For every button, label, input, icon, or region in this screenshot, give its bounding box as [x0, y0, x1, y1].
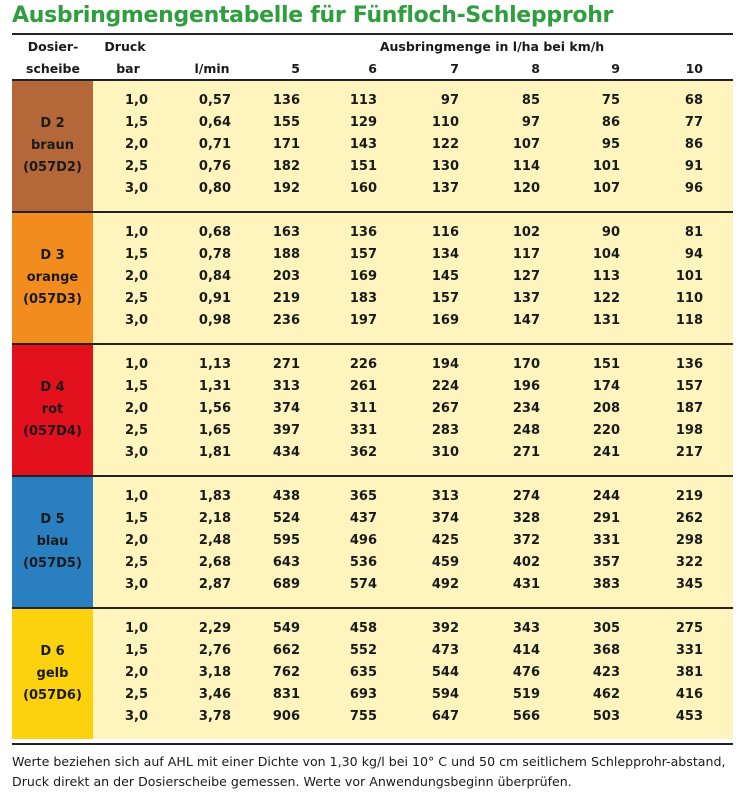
table-row — [93, 420, 733, 442]
amount-cell: 594 — [431, 687, 459, 702]
amount-cell: 197 — [349, 313, 377, 328]
table-row — [93, 244, 733, 266]
amount-cell: 220 — [592, 423, 620, 438]
disc-label-cell — [12, 477, 93, 607]
header-speed: 7 — [450, 61, 459, 76]
pressure-cell: 1,0 — [124, 489, 148, 504]
amount-cell: 381 — [675, 665, 703, 680]
header-speed: 5 — [291, 61, 300, 76]
table-row — [93, 662, 733, 684]
amount-cell: 155 — [272, 115, 300, 130]
amount-cell: 96 — [684, 181, 703, 196]
disc-color-name: rot — [41, 402, 64, 417]
amount-cell: 453 — [675, 709, 703, 724]
amount-cell: 595 — [272, 533, 300, 548]
table-row — [93, 112, 733, 134]
amount-cell: 160 — [349, 181, 377, 196]
amount-cell: 492 — [431, 577, 459, 592]
amount-cell: 188 — [272, 247, 300, 262]
amount-cell: 368 — [592, 643, 620, 658]
amount-cell: 476 — [512, 665, 540, 680]
amount-cell: 127 — [512, 269, 540, 284]
table-row — [93, 354, 733, 376]
amount-cell: 643 — [272, 555, 300, 570]
amount-cell: 174 — [592, 379, 620, 394]
amount-cell: 137 — [431, 181, 459, 196]
pressure-cell: 3,0 — [124, 445, 148, 460]
amount-cell: 755 — [349, 709, 377, 724]
table-row — [93, 486, 733, 508]
amount-cell: 473 — [431, 643, 459, 658]
amount-cell: 171 — [272, 137, 300, 152]
amount-cell: 131 — [592, 313, 620, 328]
amount-cell: 196 — [512, 379, 540, 394]
amount-cell: 374 — [272, 401, 300, 416]
disc-group — [12, 213, 733, 343]
amount-cell: 77 — [684, 115, 703, 130]
amount-cell: 416 — [675, 687, 703, 702]
amount-cell: 151 — [349, 159, 377, 174]
disc-code: (057D5) — [23, 556, 82, 571]
flow-cell: 1,13 — [198, 357, 231, 372]
amount-cell: 331 — [675, 643, 703, 658]
amount-cell: 566 — [512, 709, 540, 724]
amount-cell: 169 — [431, 313, 459, 328]
amount-cell: 536 — [349, 555, 377, 570]
amount-cell: 438 — [272, 489, 300, 504]
pressure-cell: 2,5 — [124, 687, 148, 702]
amount-cell: 271 — [272, 357, 300, 372]
amount-cell: 328 — [512, 511, 540, 526]
amount-cell: 313 — [431, 489, 459, 504]
table-row — [93, 618, 733, 640]
disc-group — [12, 477, 733, 607]
amount-cell: 157 — [431, 291, 459, 306]
page-title: Ausbringmengentabelle für Fünfloch-Schlepprohr — [12, 3, 614, 28]
header-speed: 8 — [531, 61, 540, 76]
pressure-cell: 1,0 — [124, 225, 148, 240]
table-row — [93, 574, 733, 596]
flow-cell: 3,46 — [198, 687, 231, 702]
disc-code: (057D4) — [23, 424, 82, 439]
amount-cell: 271 — [512, 445, 540, 460]
flow-cell: 0,76 — [198, 159, 231, 174]
amount-cell: 261 — [349, 379, 377, 394]
flow-cell: 1,56 — [198, 401, 231, 416]
flow-cell: 2,18 — [198, 511, 231, 526]
pressure-cell: 1,0 — [124, 93, 148, 108]
amount-cell: 310 — [431, 445, 459, 460]
table-row — [93, 508, 733, 530]
amount-cell: 291 — [592, 511, 620, 526]
flow-cell: 1,65 — [198, 423, 231, 438]
amount-cell: 496 — [349, 533, 377, 548]
amount-cell: 414 — [512, 643, 540, 658]
amount-cell: 95 — [601, 137, 620, 152]
table-row — [93, 640, 733, 662]
amount-cell: 90 — [601, 225, 620, 240]
amount-cell: 102 — [512, 225, 540, 240]
flow-cell: 2,68 — [198, 555, 231, 570]
table-row — [93, 310, 733, 332]
amount-cell: 75 — [601, 93, 620, 108]
amount-cell: 97 — [440, 93, 459, 108]
pressure-cell: 2,5 — [124, 291, 148, 306]
amount-cell: 831 — [272, 687, 300, 702]
disc-group — [12, 609, 733, 739]
amount-cell: 86 — [684, 137, 703, 152]
amount-cell: 163 — [272, 225, 300, 240]
amount-cell: 762 — [272, 665, 300, 680]
table-row — [93, 398, 733, 420]
application-rate-table — [12, 33, 733, 745]
amount-cell: 68 — [684, 93, 703, 108]
table-row — [93, 442, 733, 464]
table-row — [93, 376, 733, 398]
pressure-cell: 1,5 — [124, 643, 148, 658]
amount-cell: 107 — [592, 181, 620, 196]
amount-cell: 145 — [431, 269, 459, 284]
amount-cell: 224 — [431, 379, 459, 394]
amount-cell: 116 — [431, 225, 459, 240]
amount-cell: 331 — [592, 533, 620, 548]
amount-cell: 357 — [592, 555, 620, 570]
amount-cell: 236 — [272, 313, 300, 328]
table-row — [93, 222, 733, 244]
values-area — [93, 477, 733, 607]
disc-name: D 5 — [40, 512, 65, 527]
amount-cell: 434 — [272, 445, 300, 460]
amount-cell: 94 — [684, 247, 703, 262]
amount-cell: 524 — [272, 511, 300, 526]
amount-cell: 383 — [592, 577, 620, 592]
amount-cell: 208 — [592, 401, 620, 416]
amount-cell: 110 — [431, 115, 459, 130]
header-speed: 9 — [611, 61, 620, 76]
amount-cell: 365 — [349, 489, 377, 504]
amount-cell: 462 — [592, 687, 620, 702]
table-row — [93, 156, 733, 178]
flow-cell: 2,29 — [198, 621, 231, 636]
flow-cell: 0,71 — [198, 137, 231, 152]
amount-cell: 437 — [349, 511, 377, 526]
amount-cell: 170 — [512, 357, 540, 372]
table-row — [93, 178, 733, 200]
disc-label-cell — [12, 213, 93, 343]
amount-cell: 647 — [431, 709, 459, 724]
amount-cell: 187 — [675, 401, 703, 416]
pressure-cell: 2,0 — [124, 401, 148, 416]
amount-cell: 110 — [675, 291, 703, 306]
flow-cell: 2,48 — [198, 533, 231, 548]
amount-cell: 198 — [675, 423, 703, 438]
disc-color-name: braun — [31, 138, 74, 153]
amount-cell: 322 — [675, 555, 703, 570]
amount-cell: 81 — [684, 225, 703, 240]
disc-group — [12, 81, 733, 211]
pressure-cell: 2,0 — [124, 533, 148, 548]
table-row — [93, 90, 733, 112]
disc-group — [12, 345, 733, 475]
amount-cell: 86 — [601, 115, 620, 130]
amount-cell: 217 — [675, 445, 703, 460]
flow-cell: 0,64 — [198, 115, 231, 130]
header-pressure-line1: Druck — [104, 39, 146, 54]
amount-cell: 298 — [675, 533, 703, 548]
pressure-cell: 2,5 — [124, 423, 148, 438]
amount-cell: 136 — [349, 225, 377, 240]
amount-cell: 194 — [431, 357, 459, 372]
amount-cell: 147 — [512, 313, 540, 328]
amount-cell: 248 — [512, 423, 540, 438]
flow-cell: 1,81 — [198, 445, 231, 460]
disc-name: D 3 — [40, 248, 65, 263]
amount-cell: 137 — [512, 291, 540, 306]
pressure-cell: 1,5 — [124, 115, 148, 130]
disc-code: (057D2) — [23, 160, 82, 175]
pressure-cell: 2,5 — [124, 159, 148, 174]
amount-cell: 635 — [349, 665, 377, 680]
amount-cell: 552 — [349, 643, 377, 658]
pressure-cell: 3,0 — [124, 709, 148, 724]
amount-cell: 113 — [592, 269, 620, 284]
values-area — [93, 345, 733, 475]
amount-cell: 122 — [431, 137, 459, 152]
amount-cell: 331 — [349, 423, 377, 438]
amount-cell: 136 — [272, 93, 300, 108]
amount-cell: 151 — [592, 357, 620, 372]
pressure-cell: 1,5 — [124, 511, 148, 526]
amount-cell: 244 — [592, 489, 620, 504]
amount-cell: 143 — [349, 137, 377, 152]
amount-cell: 101 — [592, 159, 620, 174]
table-row — [93, 530, 733, 552]
amount-cell: 372 — [512, 533, 540, 548]
amount-cell: 134 — [431, 247, 459, 262]
amount-cell: 549 — [272, 621, 300, 636]
table-row — [93, 134, 733, 156]
amount-cell: 343 — [512, 621, 540, 636]
table-body — [12, 35, 733, 743]
amount-cell: 275 — [675, 621, 703, 636]
amount-cell: 169 — [349, 269, 377, 284]
amount-cell: 374 — [431, 511, 459, 526]
amount-cell: 431 — [512, 577, 540, 592]
amount-cell: 107 — [512, 137, 540, 152]
disc-name: D 6 — [40, 644, 65, 659]
amount-cell: 459 — [431, 555, 459, 570]
amount-cell: 101 — [675, 269, 703, 284]
amount-cell: 274 — [512, 489, 540, 504]
amount-cell: 503 — [592, 709, 620, 724]
amount-cell: 97 — [521, 115, 540, 130]
table-row — [93, 706, 733, 728]
amount-cell: 219 — [675, 489, 703, 504]
header-disc-line1: Dosier- — [27, 39, 79, 54]
pressure-cell: 2,5 — [124, 555, 148, 570]
flow-cell: 0,80 — [198, 181, 231, 196]
flow-cell: 3,78 — [198, 709, 231, 724]
amount-cell: 662 — [272, 643, 300, 658]
flow-cell: 0,98 — [198, 313, 231, 328]
values-area — [93, 81, 733, 211]
pressure-cell: 2,0 — [124, 137, 148, 152]
values-area — [93, 213, 733, 343]
amount-cell: 117 — [512, 247, 540, 262]
table-row — [93, 288, 733, 310]
flow-cell: 0,57 — [198, 93, 231, 108]
pressure-cell: 3,0 — [124, 313, 148, 328]
amount-cell: 345 — [675, 577, 703, 592]
table-row — [93, 684, 733, 706]
amount-cell: 104 — [592, 247, 620, 262]
disc-name: D 2 — [40, 116, 65, 131]
amount-cell: 392 — [431, 621, 459, 636]
footnote: Werte beziehen sich auf AHL mit einer Dichte von 1,30 kg/l bei 10° C und 50 cm seitlichem Schlepprohr-abstand, Druck direkt an der Dosierscheibe gemessen. Werte vor Anwendungsbeginn überprüfen. — [12, 754, 726, 789]
amount-cell: 122 — [592, 291, 620, 306]
pressure-cell: 1,0 — [124, 357, 148, 372]
flow-cell: 0,91 — [198, 291, 231, 306]
amount-cell: 130 — [431, 159, 459, 174]
amount-cell: 114 — [512, 159, 540, 174]
amount-cell: 906 — [272, 709, 300, 724]
amount-cell: 458 — [349, 621, 377, 636]
amount-cell: 402 — [512, 555, 540, 570]
table-row — [93, 266, 733, 288]
amount-cell: 689 — [272, 577, 300, 592]
amount-cell: 157 — [349, 247, 377, 262]
flow-cell: 1,31 — [198, 379, 231, 394]
amount-cell: 574 — [349, 577, 377, 592]
pressure-cell: 2,0 — [124, 665, 148, 680]
table-row — [93, 552, 733, 574]
amount-cell: 693 — [349, 687, 377, 702]
disc-color-name: gelb — [36, 666, 69, 681]
disc-name: D 4 — [40, 380, 65, 395]
amount-cell: 311 — [349, 401, 377, 416]
flow-cell: 3,18 — [198, 665, 231, 680]
header-flow-unit: l/min — [194, 61, 230, 76]
amount-cell: 120 — [512, 181, 540, 196]
amount-cell: 203 — [272, 269, 300, 284]
amount-cell: 397 — [272, 423, 300, 438]
flow-cell: 0,78 — [198, 247, 231, 262]
amount-cell: 519 — [512, 687, 540, 702]
disc-code: (057D3) — [23, 292, 82, 307]
disc-code: (057D6) — [23, 688, 82, 703]
header-pressure-unit: bar — [116, 61, 140, 76]
pressure-cell: 2,0 — [124, 269, 148, 284]
pressure-cell: 1,5 — [124, 379, 148, 394]
amount-cell: 241 — [592, 445, 620, 460]
disc-label-cell — [12, 609, 93, 739]
flow-cell: 0,68 — [198, 225, 231, 240]
pressure-cell: 3,0 — [124, 577, 148, 592]
amount-cell: 136 — [675, 357, 703, 372]
amount-cell: 85 — [521, 93, 540, 108]
flow-cell: 2,76 — [198, 643, 231, 658]
disc-color-name: orange — [26, 270, 79, 285]
values-area — [93, 609, 733, 739]
amount-cell: 113 — [349, 93, 377, 108]
header-speed: 6 — [368, 61, 377, 76]
pressure-cell: 3,0 — [124, 181, 148, 196]
amount-cell: 305 — [592, 621, 620, 636]
header-disc-line2: scheibe — [26, 61, 80, 76]
pressure-cell: 1,5 — [124, 247, 148, 262]
amount-cell: 425 — [431, 533, 459, 548]
amount-cell: 544 — [431, 665, 459, 680]
amount-cell: 129 — [349, 115, 377, 130]
amount-cell: 283 — [431, 423, 459, 438]
amount-cell: 313 — [272, 379, 300, 394]
amount-cell: 234 — [512, 401, 540, 416]
flow-cell: 1,83 — [198, 489, 231, 504]
amount-cell: 192 — [272, 181, 300, 196]
amount-cell: 118 — [675, 313, 703, 328]
header-speed: 10 — [685, 61, 703, 76]
amount-cell: 362 — [349, 445, 377, 460]
disc-color-name: blau — [36, 534, 69, 549]
amount-cell: 182 — [272, 159, 300, 174]
amount-cell: 267 — [431, 401, 459, 416]
header-amount-title: Ausbringmenge in l/ha bei km/h — [379, 39, 605, 54]
disc-label-cell — [12, 345, 93, 475]
flow-cell: 0,84 — [198, 269, 231, 284]
amount-cell: 262 — [675, 511, 703, 526]
amount-cell: 226 — [349, 357, 377, 372]
disc-label-cell — [12, 81, 93, 211]
amount-cell: 91 — [684, 159, 703, 174]
amount-cell: 423 — [592, 665, 620, 680]
amount-cell: 183 — [349, 291, 377, 306]
amount-cell: 219 — [272, 291, 300, 306]
flow-cell: 2,87 — [198, 577, 231, 592]
amount-cell: 157 — [675, 379, 703, 394]
pressure-cell: 1,0 — [124, 621, 148, 636]
